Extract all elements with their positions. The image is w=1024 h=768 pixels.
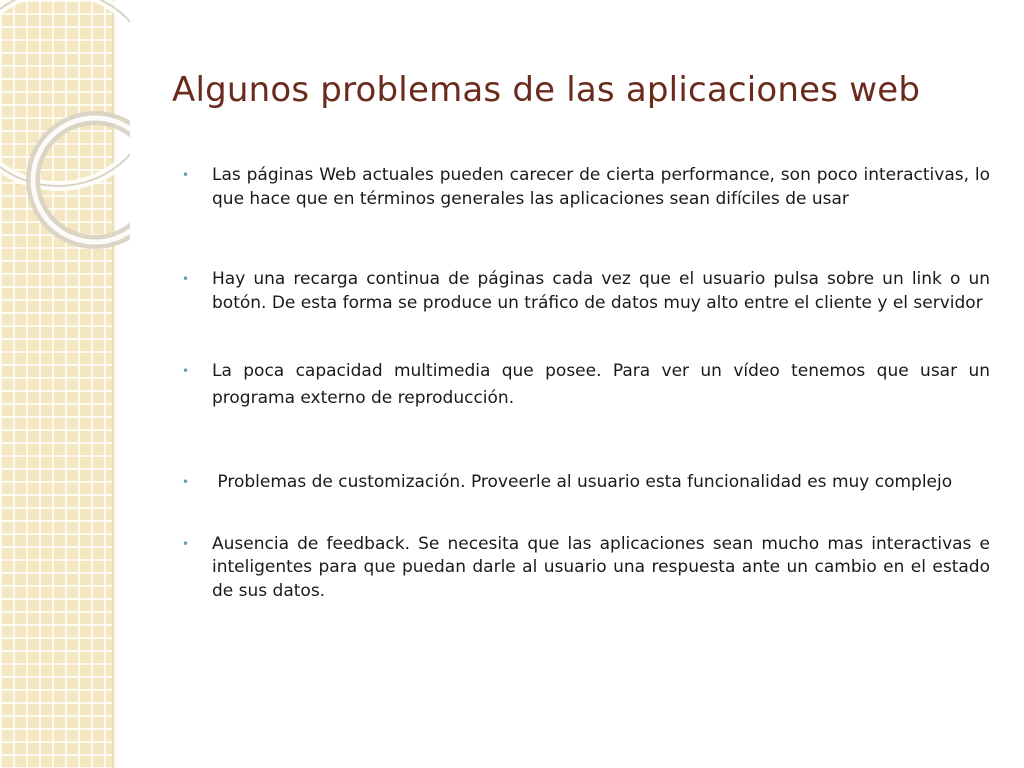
slide-title: Algunos problemas de las aplicaciones web	[172, 70, 921, 110]
bullet-text: Hay una recarga continua de páginas cada vez que el usuario pulsa sobre un link o un botón. De esta forma se produce un tráfico de datos muy alto entre el cliente y el servidor	[212, 269, 990, 313]
bullet-item	[182, 164, 990, 211]
bullet-item	[182, 471, 990, 495]
bullet-marker: •	[182, 536, 190, 551]
bullet-item	[182, 268, 990, 315]
bullet-text: Problemas de customización. Proveerle al usuario esta funcionalidad es muy complejo	[212, 472, 953, 492]
bullet-item	[182, 358, 990, 412]
bullet-marker: •	[182, 168, 190, 182]
bullet-marker: •	[182, 272, 190, 286]
bullet-marker: •	[182, 364, 190, 378]
bullet-marker: •	[182, 475, 190, 489]
bullet-item	[182, 533, 990, 604]
bullet-text: Ausencia de feedback. Se necesita que las aplicaciones sean mucho mas interactivas e inteligentes para que puedan darle al usuario una respuesta ante un cambio en el estado de sus datos.	[212, 533, 990, 601]
decorative-rings	[0, 0, 130, 260]
bullet-text: Las páginas Web actuales pueden carecer de cierta performance, son poco interactivas, lo que hace que en términos generales las aplicaciones sean difíciles de usar	[212, 165, 990, 209]
bullet-text: La poca capacidad multimedia que posee. Para ver un vídeo tenemos que usar un programa externo de reproducción.	[212, 361, 990, 408]
bullet-list	[182, 164, 990, 603]
